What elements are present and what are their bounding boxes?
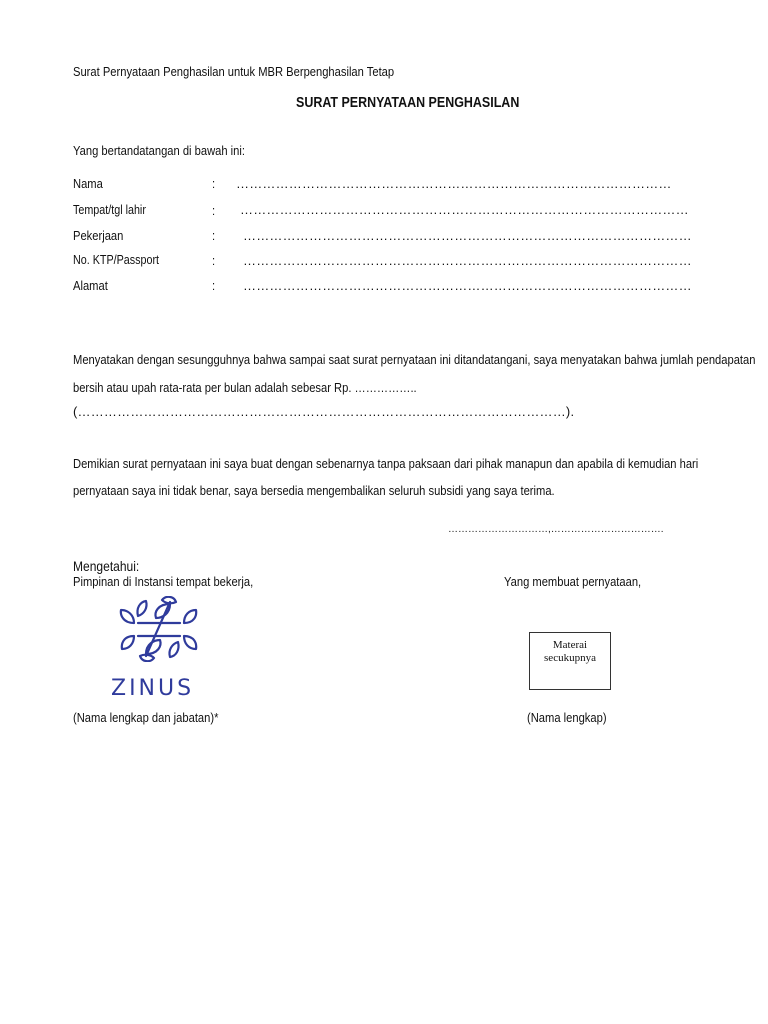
materai-stamp-box bbox=[529, 632, 611, 690]
closing-line-1: Demikian surat pernyataan ini saya buat dengan sebenarnya tanpa paksaan dari pihak manapun dan apabila di kemudian hari bbox=[73, 456, 699, 471]
field-colon: : bbox=[212, 278, 216, 293]
field-colon: : bbox=[212, 203, 216, 218]
statement-line-1: Menyatakan dengan sesungguhnya bahwa sampai saat surat pernyataan ini ditandatangani, saya menyatakan bahwa jumlah pendapatan bbox=[73, 352, 756, 367]
field-label: Nama bbox=[73, 176, 103, 191]
field-label: Alamat bbox=[73, 278, 108, 293]
stamp-text-line-1: Materai bbox=[552, 639, 588, 651]
document-top-line: Surat Pernyataan Penghasilan untuk MBR Berpenghasilan Tetap bbox=[73, 64, 395, 79]
field-blank-line[interactable]: ………………………………………………………………………………………… bbox=[243, 253, 692, 268]
field-blank-line[interactable]: ………………………………………………………………………………………… bbox=[240, 202, 689, 217]
document-title: SURAT PERNYATAAN PENGHASILAN bbox=[296, 95, 520, 111]
zinus-leaf-emblem-icon bbox=[118, 596, 198, 662]
field-colon: : bbox=[212, 176, 216, 191]
field-label: Tempat/tgl lahir bbox=[73, 203, 146, 217]
stamp-text-line-2: secukupnya bbox=[544, 652, 596, 664]
field-blank-line[interactable]: ……………………………………………………………………………………… bbox=[236, 176, 672, 191]
field-label: No. KTP/Passport bbox=[73, 253, 160, 267]
mengetahui-heading: Mengetahui: bbox=[73, 558, 140, 574]
left-signer-role: Pimpinan di Instansi tempat bekerja, bbox=[73, 574, 254, 589]
statement-line-2: bersih atau upah rata-rata per bulan adalah sebesar Rp. …………….. bbox=[73, 380, 417, 395]
left-signer-name-placeholder: (Nama lengkap dan jabatan)* bbox=[73, 710, 219, 725]
field-colon: : bbox=[212, 228, 216, 243]
closing-line-2: pernyataan saya ini tidak benar, saya bersedia mengembalikan seluruh subsidi yang saya terima. bbox=[73, 483, 555, 498]
place-date-line[interactable]: …………………………,……………………………. bbox=[448, 524, 664, 535]
field-label: Pekerjaan bbox=[73, 228, 124, 243]
right-signer-role: Yang membuat pernyataan, bbox=[504, 574, 642, 589]
intro-text: Yang bertandatangan di bawah ini: bbox=[73, 143, 245, 158]
field-colon: : bbox=[212, 253, 216, 268]
amount-in-words-line[interactable]: (…………………………………………………………………………………………………). bbox=[73, 404, 575, 419]
field-blank-line[interactable]: ………………………………………………………………………………………… bbox=[243, 228, 692, 243]
zinus-logo-text: ZINUS bbox=[111, 676, 195, 701]
field-blank-line[interactable]: ………………………………………………………………………………………… bbox=[243, 278, 692, 293]
right-signer-name-placeholder: (Nama lengkap) bbox=[527, 710, 607, 725]
